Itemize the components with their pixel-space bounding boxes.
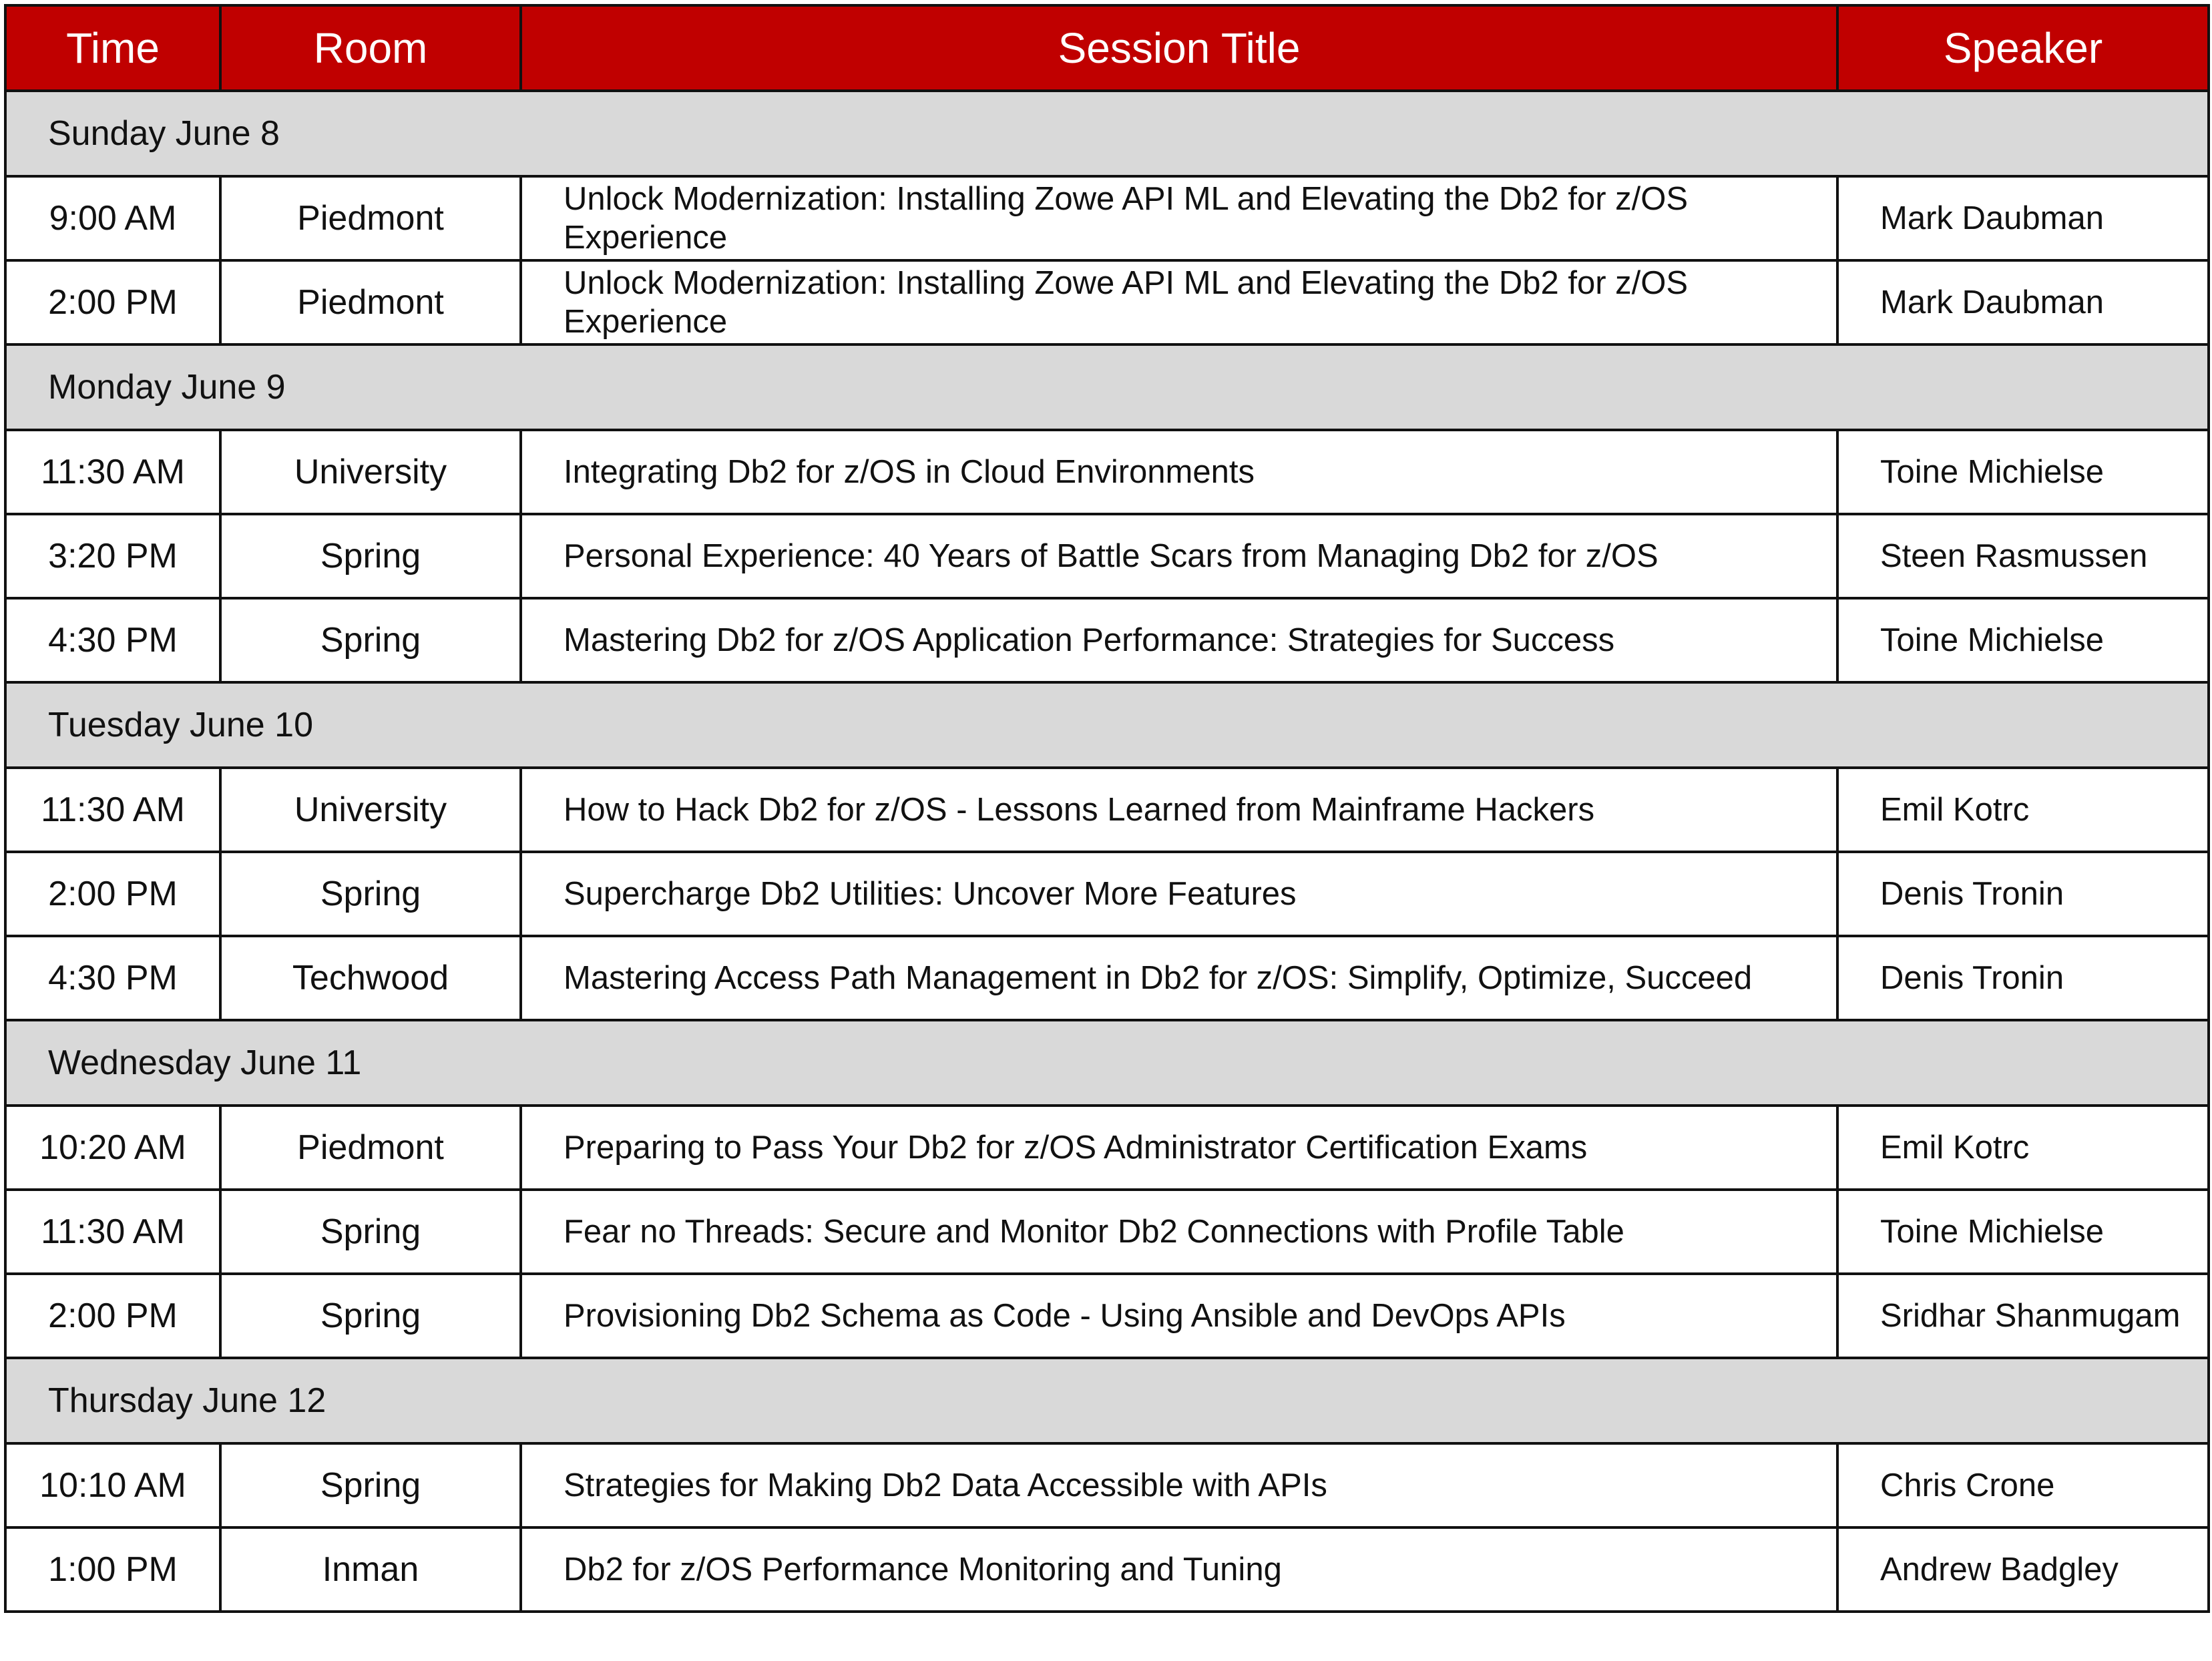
session-speaker: Sridhar Shanmugam: [1837, 1274, 2209, 1358]
session-room: Inman: [220, 1527, 521, 1612]
day-label: Monday June 9: [5, 344, 2209, 430]
schedule-table: [4, 4, 2210, 1613]
session-time: 11:30 AM: [5, 768, 220, 852]
session-room: Spring: [220, 1190, 521, 1274]
session-row: [5, 852, 2209, 936]
session-speaker: Toine Michielse: [1837, 430, 2209, 514]
session-room: University: [220, 430, 521, 514]
session-row: [5, 176, 2209, 260]
session-time: 3:20 PM: [5, 514, 220, 598]
session-title: Supercharge Db2 Utilities: Uncover More Features: [521, 852, 1837, 936]
session-speaker: Toine Michielse: [1837, 1190, 2209, 1274]
session-row: [5, 1106, 2209, 1190]
session-speaker: Andrew Badgley: [1837, 1527, 2209, 1612]
session-time: 11:30 AM: [5, 1190, 220, 1274]
day-row: [5, 344, 2209, 430]
session-time: 11:30 AM: [5, 430, 220, 514]
session-title: Provisioning Db2 Schema as Code - Using Ansible and DevOps APIs: [521, 1274, 1837, 1358]
session-room: Piedmont: [220, 1106, 521, 1190]
session-title: How to Hack Db2 for z/OS - Lessons Learned from Mainframe Hackers: [521, 768, 1837, 852]
header-room: Room: [220, 5, 521, 91]
session-speaker: Mark Daubman: [1837, 176, 2209, 260]
session-room: University: [220, 768, 521, 852]
day-label: Tuesday June 10: [5, 682, 2209, 768]
session-time: 10:10 AM: [5, 1443, 220, 1527]
session-row: [5, 1527, 2209, 1612]
session-time: 9:00 AM: [5, 176, 220, 260]
session-speaker: Chris Crone: [1837, 1443, 2209, 1527]
session-speaker: Emil Kotrc: [1837, 1106, 2209, 1190]
session-speaker: Mark Daubman: [1837, 260, 2209, 344]
header-session-title: Session Title: [521, 5, 1837, 91]
session-row: [5, 430, 2209, 514]
session-time: 2:00 PM: [5, 260, 220, 344]
session-time: 4:30 PM: [5, 598, 220, 682]
day-label: Wednesday June 11: [5, 1020, 2209, 1106]
session-speaker: Steen Rasmussen: [1837, 514, 2209, 598]
session-time: 2:00 PM: [5, 1274, 220, 1358]
day-row: [5, 91, 2209, 176]
table-body: [5, 91, 2209, 1612]
session-title: Fear no Threads: Secure and Monitor Db2 Connections with Profile Table: [521, 1190, 1837, 1274]
session-time: 2:00 PM: [5, 852, 220, 936]
day-row: [5, 1358, 2209, 1443]
session-row: [5, 514, 2209, 598]
session-title: Strategies for Making Db2 Data Accessible with APIs: [521, 1443, 1837, 1527]
session-title: Preparing to Pass Your Db2 for z/OS Administrator Certification Exams: [521, 1106, 1837, 1190]
session-speaker: Toine Michielse: [1837, 598, 2209, 682]
header-time: Time: [5, 5, 220, 91]
session-room: Spring: [220, 598, 521, 682]
session-title: Personal Experience: 40 Years of Battle Scars from Managing Db2 for z/OS: [521, 514, 1837, 598]
session-row: [5, 936, 2209, 1020]
session-room: Spring: [220, 1443, 521, 1527]
session-room: Spring: [220, 514, 521, 598]
session-row: [5, 768, 2209, 852]
session-room: Piedmont: [220, 176, 521, 260]
session-title: Integrating Db2 for z/OS in Cloud Environments: [521, 430, 1837, 514]
day-row: [5, 682, 2209, 768]
header-speaker: Speaker: [1837, 5, 2209, 91]
session-room: Spring: [220, 852, 521, 936]
session-room: Piedmont: [220, 260, 521, 344]
session-time: 4:30 PM: [5, 936, 220, 1020]
session-row: [5, 1274, 2209, 1358]
session-row: [5, 598, 2209, 682]
header-row: [5, 5, 2209, 91]
session-room: Spring: [220, 1274, 521, 1358]
table-header: [5, 5, 2209, 91]
session-row: [5, 1190, 2209, 1274]
session-speaker: Denis Tronin: [1837, 936, 2209, 1020]
session-speaker: Emil Kotrc: [1837, 768, 2209, 852]
session-title: Mastering Db2 for z/OS Application Performance: Strategies for Success: [521, 598, 1837, 682]
session-row: [5, 1443, 2209, 1527]
day-label: Sunday June 8: [5, 91, 2209, 176]
day-row: [5, 1020, 2209, 1106]
session-title: Unlock Modernization: Installing Zowe API ML and Elevating the Db2 for z/OS Experience: [521, 176, 1837, 260]
day-label: Thursday June 12: [5, 1358, 2209, 1443]
session-title: Db2 for z/OS Performance Monitoring and Tuning: [521, 1527, 1837, 1612]
session-row: [5, 260, 2209, 344]
session-time: 1:00 PM: [5, 1527, 220, 1612]
session-speaker: Denis Tronin: [1837, 852, 2209, 936]
session-title: Mastering Access Path Management in Db2 for z/OS: Simplify, Optimize, Succeed: [521, 936, 1837, 1020]
session-time: 10:20 AM: [5, 1106, 220, 1190]
session-title: Unlock Modernization: Installing Zowe API ML and Elevating the Db2 for z/OS Experience: [521, 260, 1837, 344]
session-room: Techwood: [220, 936, 521, 1020]
